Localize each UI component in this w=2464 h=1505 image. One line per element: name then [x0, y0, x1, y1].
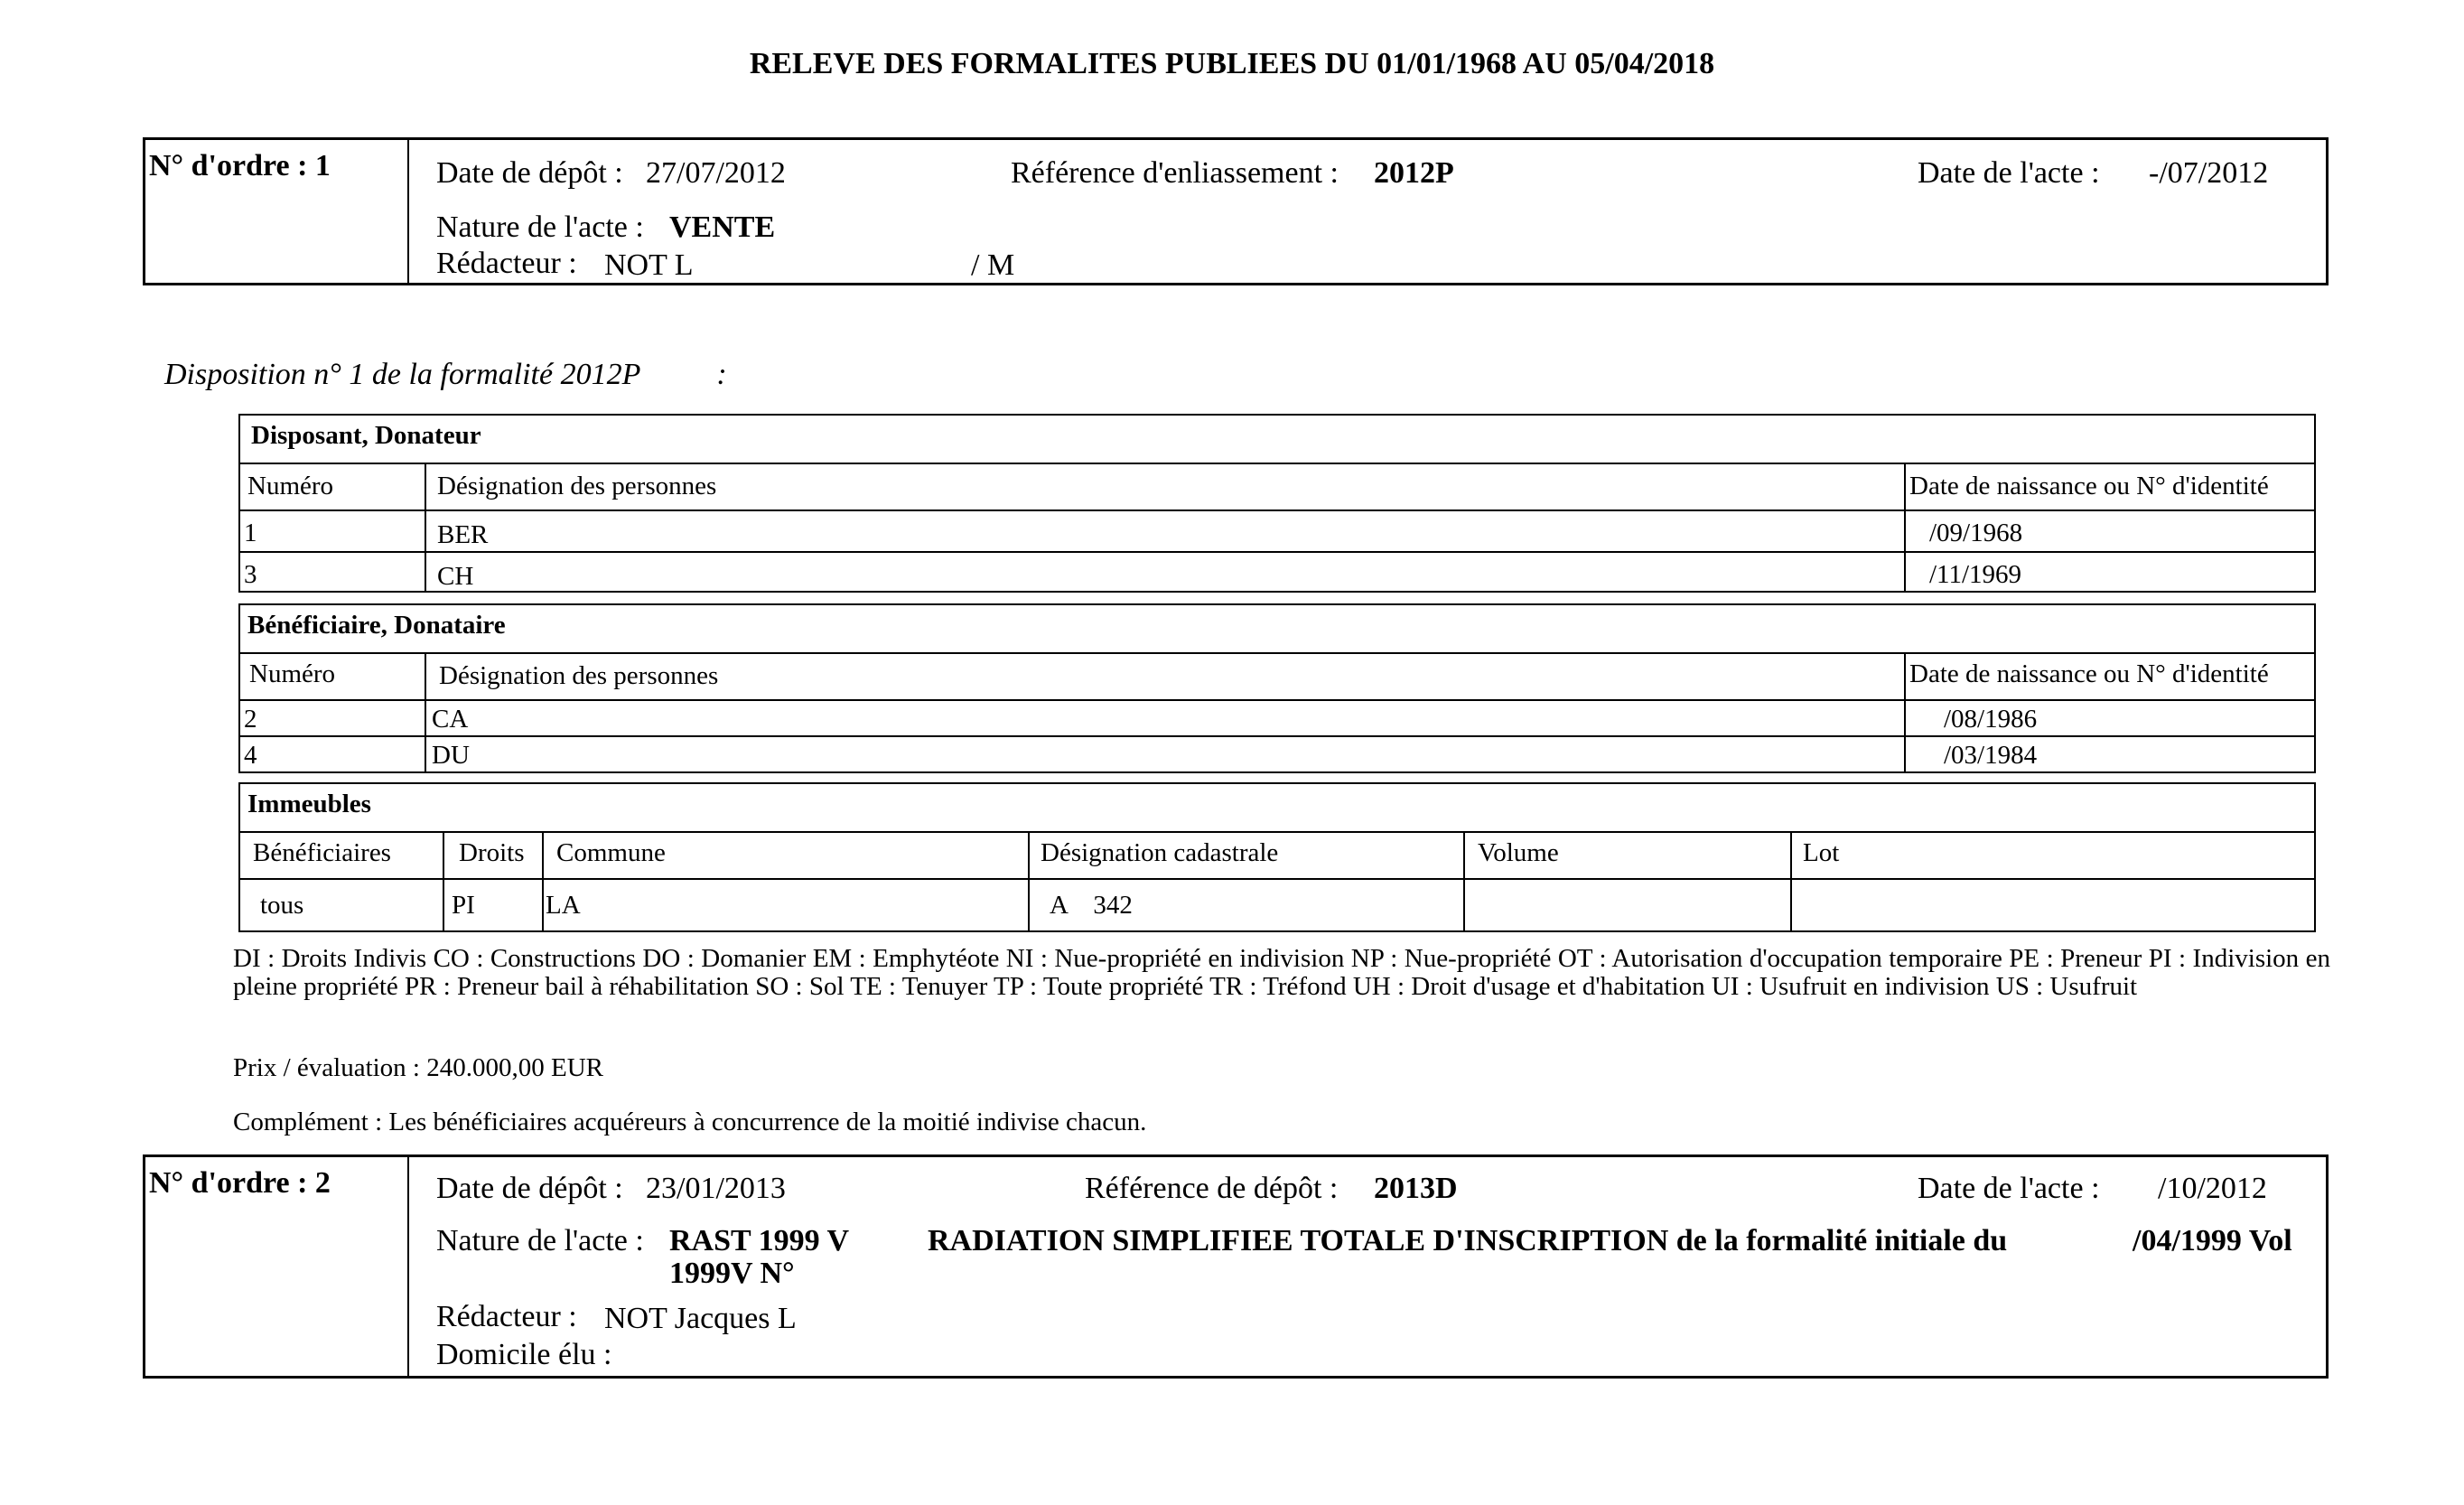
reference-value: 2013D [1374, 1172, 1458, 1205]
table-row-numero: 1 [244, 519, 257, 547]
immeubles-header: Immeubles [247, 790, 371, 818]
table-row-designation: CH [437, 562, 474, 591]
reference-value: 2012P [1374, 156, 1454, 190]
date-acte-label: Date de l'acte : [1918, 156, 2100, 190]
redacteur-label: Rédacteur : [436, 1300, 577, 1333]
table-row-commune: LA [546, 891, 581, 920]
page-title: RELEVE DES FORMALITES PUBLIEES DU 01/01/1968 AU 05/04/2018 [749, 47, 1715, 80]
table-row-date: /08/1986 [1944, 705, 2038, 734]
col-lot: Lot [1803, 838, 1840, 867]
domicile-label: Domicile élu : [436, 1338, 612, 1371]
table-row-numero: 4 [244, 741, 257, 770]
redacteur-value: NOT Jacques L [604, 1302, 797, 1335]
legend-text: DI : Droits Indivis CO : Constructions DO : Domanier EM : Emphytéote NI : Nue-propriété en indivision NP : Nue-propriété OT : Autorisation d'occupation temporaire PE : Preneur PI : Indivision en pleine propriété PR : Preneur bail à réhabilitation SO : Sol TE : Tenuyer TP : Toute propriété TR : Tréfond UH : Droit d'usage et d'habitation UI : Usufruit en indivision US : Usufruit [233, 944, 2330, 1001]
col-volume: Volume [1478, 838, 1559, 867]
col-date: Date de naissance ou N° d'identité [1909, 472, 2269, 500]
col-date: Date de naissance ou N° d'identité [1909, 659, 2269, 688]
date-acte-value: /10/2012 [2158, 1172, 2267, 1205]
beneficiaires-table [238, 603, 2316, 773]
table-row-numero: 3 [244, 560, 257, 589]
reference-label: Référence de dépôt : [1085, 1172, 1339, 1205]
col-cadastre: Désignation cadastrale [1041, 838, 1279, 867]
table-row-date: /09/1968 [1929, 519, 2023, 547]
nature-label: Nature de l'acte : [436, 210, 644, 244]
col-droits: Droits [459, 838, 525, 867]
table-row-date: /11/1969 [1929, 560, 2022, 589]
col-beneficiaires: Bénéficiaires [253, 838, 391, 867]
date-depot-value: 23/01/2013 [646, 1172, 786, 1205]
col-commune: Commune [556, 838, 666, 867]
formalite-2-box [143, 1154, 2329, 1379]
nature-code: RAST 1999 V [669, 1224, 850, 1257]
table-row-cadastre: A 342 [1050, 891, 1133, 920]
ordre-number: N° d'ordre : 2 [149, 1166, 331, 1200]
nature-code-line2: 1999V N° [669, 1257, 795, 1290]
ordre-number: N° d'ordre : 1 [149, 149, 331, 182]
table-row-designation: DU [432, 741, 470, 770]
prix-evaluation: Prix / évaluation : 240.000,00 EUR [233, 1053, 603, 1082]
table-row-beneficiaires: tous [260, 891, 304, 920]
complement: Complément : Les bénéficiaires acquéreurs à concurrence de la moitié indivise chacun. [233, 1108, 1147, 1136]
date-acte-value: -/07/2012 [2149, 156, 2269, 190]
nature-label: Nature de l'acte : [436, 1224, 644, 1257]
table-row-droits: PI [452, 891, 475, 920]
date-depot-label: Date de dépôt : [436, 1172, 623, 1205]
disposition-title: Disposition n° 1 de la formalité 2012P : [164, 358, 727, 391]
nature-value: VENTE [669, 210, 776, 244]
immeubles-table [238, 782, 2316, 932]
redacteur-label: Rédacteur : [436, 247, 577, 280]
col-designation: Désignation des personnes [439, 661, 719, 690]
col-designation: Désignation des personnes [437, 472, 717, 500]
redacteur-suffix: / M [971, 248, 1015, 282]
table-row-numero: 2 [244, 705, 257, 734]
col-numero: Numéro [249, 659, 336, 688]
col-numero: Numéro [247, 472, 334, 500]
disposants-table [238, 414, 2316, 593]
date-depot-value: 27/07/2012 [646, 156, 786, 190]
formalite-1-box [143, 137, 2329, 285]
beneficiaires-header: Bénéficiaire, Donataire [247, 611, 506, 640]
table-row-date: /03/1984 [1944, 741, 2038, 770]
redacteur-value: NOT L [604, 248, 694, 282]
nature-description: RADIATION SIMPLIFIEE TOTALE D'INSCRIPTION de la formalité initiale du [928, 1224, 2008, 1257]
reference-label: Référence d'enliassement : [1011, 156, 1339, 190]
date-depot-label: Date de dépôt : [436, 156, 623, 190]
disposants-header: Disposant, Donateur [251, 421, 481, 450]
nature-description-date: /04/1999 Vol [2133, 1224, 2292, 1257]
date-acte-label: Date de l'acte : [1918, 1172, 2100, 1205]
table-row-designation: BER [437, 520, 489, 549]
table-row-designation: CA [432, 705, 469, 734]
